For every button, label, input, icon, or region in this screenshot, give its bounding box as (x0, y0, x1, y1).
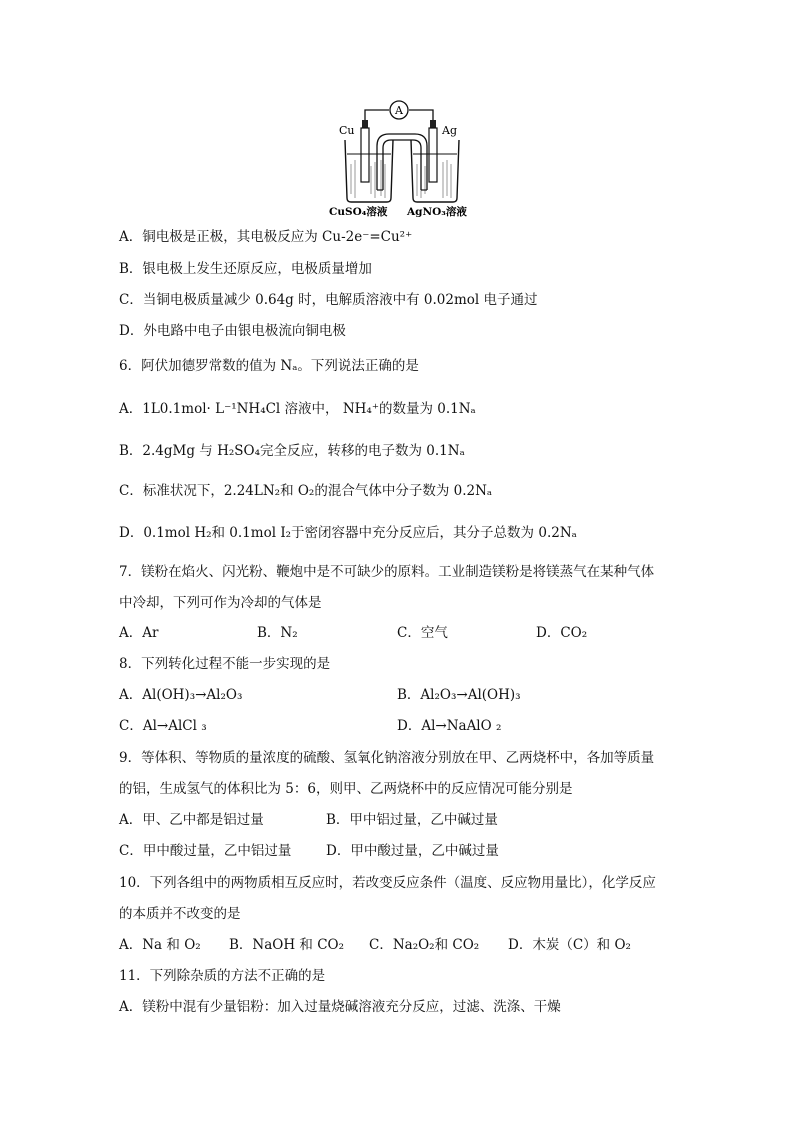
q10-option-b: B．NaOH 和 CO₂ (229, 937, 345, 953)
q11-option-a: A．镁粉中混有少量铝粉：加入过量烧碱溶液充分反应，过滤、洗涤、干燥 (119, 999, 561, 1015)
q5-option-c: C．当铜电极质量减少 0.64g 时，电解质溶液中有 0.02mol 电子通过 (119, 292, 538, 308)
q8-option-b: B．Al₂O₃→Al(OH)₃ (397, 687, 521, 703)
ammeter-icon (390, 101, 408, 119)
q5-option-b: B．银电极上发生还原反应，电极质量增加 (119, 261, 372, 277)
q11-stem: 11．下列除杂质的方法不正确的是 (119, 968, 326, 984)
q6-option-a: A．1L0.1mol· L⁻¹NH₄Cl 溶液中， NH₄⁺的数量为 0.1Nₐ (119, 401, 476, 417)
q9-option-a: A．甲、乙中都是铝过量 (119, 812, 264, 828)
q5-option-d: D．外电路中电子由银电极流向铜电极 (119, 323, 346, 339)
q7-stem-line1: 7．镁粉在焰火、闪光粉、鞭炮中是不可缺少的原料。工业制造镁粉是将镁蒸气在某种气体 (119, 564, 655, 580)
q6-option-b: B．2.4gMg 与 H₂SO₄完全反应，转移的电子数为 0.1Nₐ (119, 443, 465, 459)
q7-option-a: A．Ar (119, 625, 159, 641)
q9-option-d: D．甲中酸过量，乙中碱过量 (326, 843, 499, 859)
q10-option-d: D．木炭（C）和 O₂ (508, 937, 631, 953)
q7-option-b: B．N₂ (257, 625, 298, 641)
q7-option-d: D．CO₂ (536, 625, 588, 641)
q8-stem: 8．下列转化过程不能一步实现的是 (119, 656, 331, 672)
cu-electrode-label: Cu (339, 124, 355, 137)
q6-option-c: C．标准状况下，2.24LN₂和 O₂的混合气体中分子数为 0.2Nₐ (119, 483, 493, 499)
q6-stem: 6．阿伏加德罗常数的值为 Nₐ。下列说法正确的是 (119, 358, 419, 374)
q5-option-a: A．铜电极是正极，其电极反应为 Cu-2e⁻=Cu²⁺ (119, 229, 413, 245)
galvanic-cell-diagram (325, 94, 485, 218)
q9-stem-line1: 9．等体积、等物质的量浓度的硫酸、氢氧化钠溶液分别放在甲、乙两烧杯中，各加等质量 (119, 750, 655, 766)
q10-option-a: A．Na 和 O₂ (119, 937, 201, 953)
q6-option-d: D．0.1mol H₂和 0.1mol I₂于密闭容器中充分反应后，其分子总数为 0.2Nₐ (119, 525, 577, 541)
q10-option-c: C．Na₂O₂和 CO₂ (369, 937, 480, 953)
ag-electrode (429, 128, 437, 182)
ammeter-label: A (395, 104, 403, 117)
q9-option-b: B．甲中铝过量，乙中碱过量 (326, 812, 498, 828)
q8-option-c: C．Al→AlCl ₃ (119, 718, 207, 734)
q10-stem-line1: 10．下列各组中的两物质相互反应时，若改变反应条件（温度、反应物用量比），化学反应 (119, 875, 656, 891)
cuso4-solution-label: CuSO₄溶液 (329, 206, 388, 218)
q8-option-d: D．Al→NaAlO ₂ (397, 718, 502, 734)
q8-option-a: A．Al(OH)₃→Al₂O₃ (119, 687, 243, 703)
agno3-solution-label: AgNO₃溶液 (407, 206, 467, 218)
q10-stem-line2: 的本质并不改变的是 (119, 906, 241, 922)
q9-option-c: C．甲中酸过量，乙中铝过量 (119, 843, 292, 859)
q7-option-c: C．空气 (397, 625, 448, 641)
cu-electrode (361, 128, 369, 182)
q9-stem-line2: 的铝，生成氢气的体积比为 5：6，则甲、乙两烧杯中的反应情况可能分别是 (119, 781, 573, 797)
ag-electrode-label: Ag (442, 124, 457, 137)
q7-stem-line2: 中冷却，下列可作为冷却的气体是 (119, 595, 322, 611)
